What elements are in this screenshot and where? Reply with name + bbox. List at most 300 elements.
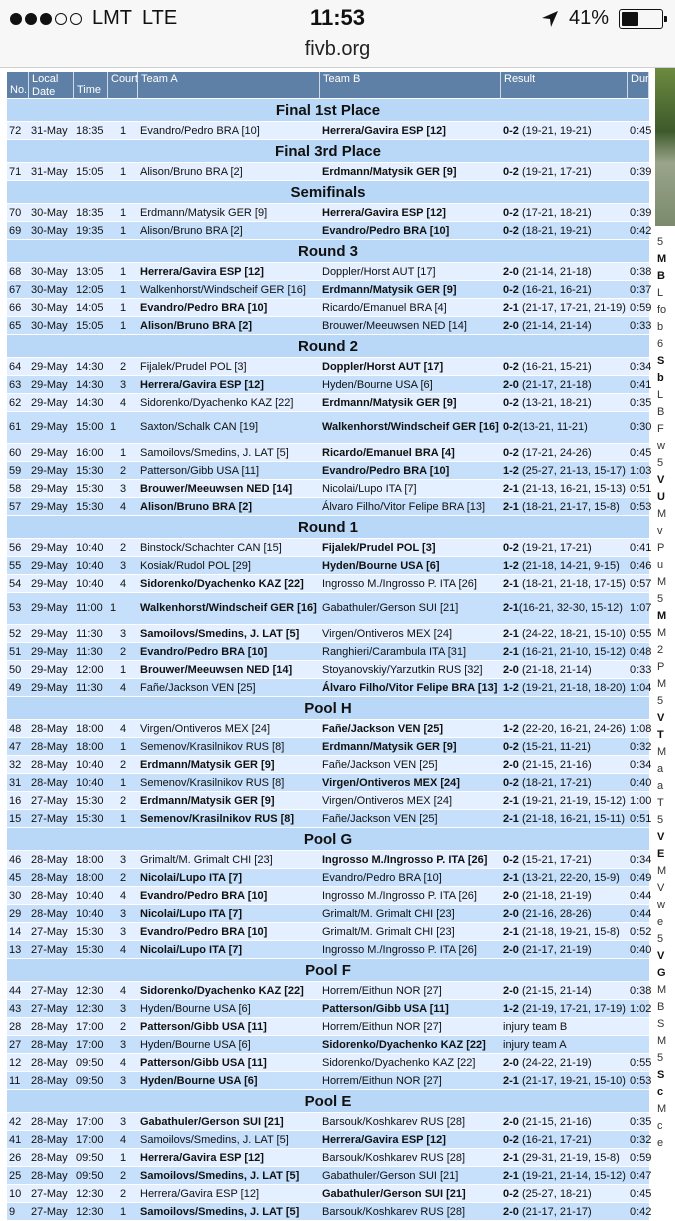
match-row[interactable] (7, 809, 652, 827)
match-number: 45 (9, 872, 22, 884)
team-a: Alison/Bruno BRA [2] (140, 320, 253, 332)
match-duration: 0:49 (630, 872, 652, 884)
match-date: 30-May (31, 207, 68, 219)
news-thumbnail[interactable] (655, 68, 675, 226)
news-fragment[interactable]: M (657, 627, 667, 639)
news-fragment[interactable]: e (657, 1137, 664, 1149)
match-row[interactable] (7, 574, 652, 592)
match-score: 2-0 (503, 379, 519, 391)
news-fragment[interactable]: M (657, 610, 667, 622)
match-duration: 0:32 (630, 1134, 652, 1146)
team-a: Hyden/Bourne USA [6] (140, 1003, 251, 1015)
set-scores: (21-19, 17-21, 17-19) (518, 1003, 626, 1015)
match-date: 28-May (31, 1170, 68, 1182)
match-row[interactable] (7, 1112, 652, 1130)
match-number: 49 (9, 682, 22, 694)
news-fragment[interactable]: E (657, 848, 665, 860)
news-fragment[interactable]: B (657, 270, 665, 282)
news-fragment[interactable]: P (657, 542, 665, 554)
match-row[interactable] (7, 280, 652, 298)
match-time: 16:00 (76, 447, 104, 459)
news-fragment[interactable]: M (657, 576, 667, 588)
match-row[interactable] (7, 773, 652, 791)
news-fragment[interactable]: T (657, 729, 664, 741)
header-court: Court (108, 72, 138, 98)
match-row[interactable] (7, 298, 652, 316)
match-duration: 0:32 (630, 741, 652, 753)
match-number: 55 (9, 560, 22, 572)
news-fragment[interactable]: M (657, 984, 667, 996)
team-b: Erdmann/Matysik GER [9] (322, 284, 457, 296)
match-date: 30-May (31, 320, 68, 332)
match-court: 4 (119, 501, 127, 513)
set-scores: (21-15, 21-14) (518, 985, 592, 997)
news-fragment[interactable]: M (657, 865, 667, 877)
match-court: 1 (119, 777, 127, 789)
match-row[interactable] (7, 719, 652, 737)
match-result (501, 394, 628, 411)
match-duration: 0:39 (630, 166, 652, 178)
team-b: Herrera/Gavira ESP [12] (322, 1134, 446, 1146)
match-row[interactable] (7, 556, 652, 574)
match-row[interactable] (7, 538, 652, 556)
match-time: 15:30 (76, 926, 104, 938)
set-scores: (19-21, 21-18, 18-20) (518, 682, 626, 694)
header-no: No. (7, 72, 29, 98)
match-result (501, 122, 628, 139)
match-row[interactable] (7, 981, 652, 999)
team-a: Erdmann/Matysik GER [9] (140, 795, 275, 807)
team-a: Herrera/Gavira ESP [12] (140, 1188, 260, 1200)
team-b: Ingrosso M./Ingrosso P. ITA [26] (322, 944, 477, 956)
match-row[interactable] (7, 262, 652, 280)
match-time: 14:30 (76, 397, 104, 409)
match-row[interactable] (7, 922, 652, 940)
set-scores: (21-13, 16-21, 15-13) (518, 483, 626, 495)
match-court: 3 (119, 908, 127, 920)
set-scores: (18-21, 21-18, 17-15) (518, 578, 626, 590)
match-row[interactable] (7, 1184, 652, 1202)
match-duration: 0:30 (630, 421, 652, 433)
match-time: 10:40 (76, 542, 104, 554)
match-court: 2 (119, 1170, 127, 1182)
match-date: 28-May (31, 723, 68, 735)
match-row[interactable] (7, 357, 652, 375)
match-court: 2 (119, 646, 127, 658)
match-number: 72 (9, 125, 22, 137)
match-result (501, 982, 628, 999)
match-time: 15:05 (76, 320, 104, 332)
news-fragment[interactable]: M (657, 508, 667, 520)
round-heading: Pool H (7, 696, 649, 719)
news-fragment[interactable]: V (657, 950, 665, 962)
match-score: 2-0 (503, 266, 519, 278)
news-fragment[interactable]: w (657, 899, 665, 911)
news-fragment[interactable]: v (657, 525, 663, 537)
table-body (7, 98, 652, 1220)
team-b: Evandro/Pedro BRA [10] (322, 872, 442, 884)
match-time: 17:00 (76, 1039, 104, 1051)
news-fragment[interactable]: 6 (657, 338, 664, 350)
match-row[interactable] (7, 121, 652, 139)
news-fragment[interactable]: 5 (657, 593, 664, 605)
match-result (501, 851, 628, 868)
news-fragment[interactable]: B (657, 1001, 665, 1013)
match-row[interactable] (7, 1017, 649, 1035)
header-date (29, 72, 74, 98)
match-duration: 0:44 (630, 890, 652, 902)
match-result (501, 575, 628, 592)
news-fragment[interactable]: 5 (657, 457, 664, 469)
match-score: 0-2 (503, 207, 519, 219)
set-scores: (21-18, 21-19) (518, 890, 592, 902)
news-fragment[interactable]: V (657, 882, 665, 894)
match-date: 27-May (31, 1206, 68, 1218)
team-b: Ingrosso M./Ingrosso P. ITA [26] (322, 890, 477, 902)
news-fragment[interactable]: S (657, 1069, 665, 1081)
match-row[interactable] (7, 850, 652, 868)
news-fragment[interactable]: 5 (657, 933, 664, 945)
news-fragment[interactable]: P (657, 661, 665, 673)
match-number: 64 (9, 361, 22, 373)
news-fragment[interactable]: L (657, 389, 664, 401)
team-b: Nicolai/Lupo ITA [7] (322, 483, 417, 495)
match-score: 2-1 (503, 926, 519, 938)
match-court: 4 (119, 890, 127, 902)
match-row[interactable] (7, 642, 652, 660)
team-a: Alison/Bruno BRA [2] (140, 501, 253, 513)
match-result (501, 376, 628, 393)
news-fragment[interactable]: S (657, 1018, 665, 1030)
news-fragment[interactable]: M (657, 1103, 667, 1115)
match-duration: 0:52 (630, 926, 652, 938)
match-court: 3 (119, 854, 127, 866)
match-date: 27-May (31, 1003, 68, 1015)
news-fragment[interactable]: M (657, 253, 667, 265)
address-bar[interactable] (0, 38, 675, 68)
news-fragment[interactable]: 5 (657, 695, 664, 707)
match-time: 09:50 (76, 1075, 104, 1087)
news-fragment[interactable]: 2 (657, 644, 664, 656)
set-scores: (17-21, 18-21) (518, 207, 592, 219)
match-time: 15:05 (76, 166, 104, 178)
match-row[interactable] (7, 411, 652, 443)
match-time: 18:00 (76, 723, 104, 735)
match-court: 4 (119, 578, 127, 590)
match-number: 60 (9, 447, 22, 459)
team-a: Samoilovs/Smedins, J. LAT [5] (140, 628, 300, 640)
match-row[interactable] (7, 886, 652, 904)
match-time: 15:30 (76, 795, 104, 807)
set-scores: (19-21, 21-14, 15-12) (518, 1170, 626, 1182)
set-scores: (21-18, 19-21, 15-8) (518, 926, 620, 938)
match-time: 17:00 (76, 1021, 104, 1033)
news-fragment[interactable]: V (657, 474, 665, 486)
match-time: 12:30 (76, 985, 104, 997)
team-b: Stoyanovskiy/Yarzutkin RUS [32] (322, 664, 483, 676)
news-fragment[interactable]: c (657, 1120, 663, 1132)
match-duration: 0:41 (630, 379, 652, 391)
team-a: Gabathuler/Gerson SUI [21] (140, 1116, 284, 1128)
team-b: Ingrosso M./Ingrosso P. ITA [26] (322, 578, 477, 590)
match-row[interactable] (7, 393, 652, 411)
team-a: Hyden/Bourne USA [6] (140, 1075, 258, 1087)
match-date: 27-May (31, 813, 68, 825)
match-duration: 0:40 (630, 777, 652, 789)
round-heading: Final 1st Place (7, 98, 649, 121)
news-fragment[interactable]: w (657, 440, 665, 452)
match-row[interactable] (7, 999, 652, 1017)
match-row[interactable] (7, 940, 652, 958)
match-row[interactable] (7, 904, 652, 922)
match-number: 15 (9, 813, 22, 825)
match-time: 14:30 (76, 361, 104, 373)
match-row[interactable] (7, 1166, 652, 1184)
match-number: 44 (9, 985, 22, 997)
news-fragment[interactable]: a (657, 763, 664, 775)
news-fragment[interactable]: U (657, 491, 665, 503)
match-row[interactable] (7, 755, 652, 773)
match-row[interactable] (7, 443, 652, 461)
team-a: Patterson/Gibb USA [11] (140, 1057, 267, 1069)
news-fragment[interactable]: G (657, 967, 666, 979)
team-b: Fañe/Jackson VEN [25] (322, 813, 438, 825)
news-fragment[interactable]: u (657, 559, 664, 571)
team-b: Brouwer/Meeuwsen NED [14] (322, 320, 467, 332)
clock: 11:53 (309, 5, 366, 30)
news-fragment[interactable]: b (657, 321, 664, 333)
match-score: 0-2 (503, 741, 519, 753)
match-court: 1 (119, 125, 127, 137)
match-time: 09:50 (76, 1170, 104, 1182)
match-number: 25 (9, 1170, 22, 1182)
match-number: 61 (9, 421, 22, 433)
match-score: 1-2 (503, 1003, 519, 1015)
news-fragment[interactable]: c (657, 1086, 664, 1098)
news-fragment[interactable]: S (657, 355, 665, 367)
match-number: 71 (9, 166, 22, 178)
match-date: 28-May (31, 759, 68, 771)
set-scores: (19-21, 21-19, 15-12) (518, 795, 626, 807)
match-duration: 0:47 (630, 1170, 652, 1182)
match-date: 28-May (31, 872, 68, 884)
match-row[interactable] (7, 479, 652, 497)
match-number: 42 (9, 1116, 22, 1128)
team-b: Virgen/Ontiveros MEX [24] (322, 777, 460, 789)
match-duration: 0:34 (630, 759, 652, 771)
news-fragment[interactable]: T (657, 797, 664, 809)
status-right (541, 7, 663, 30)
news-fragment[interactable]: fo (657, 304, 667, 316)
match-court: 3 (119, 628, 127, 640)
match-row[interactable] (7, 868, 652, 886)
match-score: 1-2 (503, 682, 519, 694)
team-b: Erdmann/Matysik GER [9] (322, 397, 457, 409)
header-team-b: Team B (320, 72, 501, 98)
match-row[interactable] (7, 203, 652, 221)
set-scores: (13-21, 11-21) (518, 421, 588, 433)
set-scores: (29-31, 21-19, 15-8) (518, 1152, 620, 1164)
match-time: 10:40 (76, 578, 104, 590)
match-court: 3 (119, 1039, 127, 1051)
match-date: 28-May (31, 1134, 68, 1146)
match-score: 2-0 (503, 985, 519, 997)
match-result (501, 299, 628, 316)
match-court: 1 (119, 447, 127, 459)
set-scores: (25-27, 18-21) (518, 1188, 592, 1200)
match-result (501, 444, 628, 461)
news-fragment[interactable]: a (657, 780, 664, 792)
match-duration: 0:33 (630, 320, 652, 332)
round-heading: Pool E (7, 1089, 649, 1112)
news-fragment[interactable]: 5 (657, 814, 664, 826)
match-score: 2-0 (503, 944, 519, 956)
match-number: 59 (9, 465, 22, 477)
team-a: Hyden/Bourne USA [6] (140, 1039, 251, 1051)
news-fragment[interactable]: b (657, 372, 664, 384)
match-number: 57 (9, 501, 22, 513)
match-duration: 0:59 (630, 302, 652, 314)
match-time: 18:00 (76, 741, 104, 753)
match-duration: 1:07 (630, 602, 652, 614)
match-score: 2-1 (503, 872, 519, 884)
news-fragment[interactable]: F (657, 423, 664, 435)
match-number: 14 (9, 926, 22, 938)
match-number: 43 (9, 1003, 22, 1015)
status-bar (0, 0, 675, 38)
match-score: 0-2 (503, 284, 519, 296)
match-row[interactable] (7, 1053, 652, 1071)
match-court: 1 (119, 813, 127, 825)
team-a: Nicolai/Lupo ITA [7] (140, 908, 243, 920)
news-fragment[interactable]: 5 (657, 236, 664, 248)
match-court: 1 (119, 225, 127, 237)
match-row[interactable] (7, 624, 652, 642)
match-time: 15:30 (76, 813, 104, 825)
news-fragment[interactable]: M (657, 746, 667, 758)
match-result (501, 358, 628, 375)
match-duration: 0:57 (630, 578, 652, 590)
match-court: 2 (119, 759, 127, 771)
match-row[interactable] (7, 737, 652, 755)
news-fragment[interactable]: e (657, 916, 664, 928)
set-scores: (21-15, 21-16) (518, 759, 592, 771)
match-score: 1-2 (503, 560, 519, 572)
team-b: Barsouk/Koshkarev RUS [28] (322, 1116, 466, 1128)
match-number: 11 (9, 1075, 21, 1087)
match-score: 0-2 (503, 166, 519, 178)
match-result (501, 539, 628, 556)
match-date: 29-May (31, 379, 68, 391)
match-result (501, 625, 628, 642)
match-result (501, 480, 628, 497)
match-row[interactable] (7, 375, 652, 393)
news-fragment[interactable]: V (657, 831, 665, 843)
match-row[interactable] (7, 1202, 652, 1220)
match-score: 2-0 (503, 1206, 519, 1218)
match-row[interactable] (7, 497, 652, 515)
match-court: 2 (119, 1021, 127, 1033)
match-score: 2-0 (503, 1116, 519, 1128)
match-row[interactable] (7, 660, 652, 678)
match-result (501, 593, 628, 624)
match-number: 13 (9, 944, 22, 956)
match-result (501, 774, 628, 791)
match-row[interactable] (7, 592, 652, 624)
match-result (501, 498, 628, 515)
news-fragment[interactable]: M (657, 1035, 667, 1047)
match-time: 13:05 (76, 266, 104, 278)
match-row[interactable] (7, 678, 652, 696)
team-a: Herrera/Gavira ESP [12] (140, 1152, 264, 1164)
match-result (501, 1167, 628, 1184)
match-row[interactable] (7, 1071, 652, 1089)
news-fragment[interactable]: 5 (657, 1052, 664, 1064)
team-a: Nicolai/Lupo ITA [7] (140, 944, 243, 956)
match-duration: 0:38 (630, 985, 652, 997)
news-fragment[interactable]: M (657, 678, 667, 690)
match-date: 27-May (31, 795, 68, 807)
match-number: 26 (9, 1152, 22, 1164)
match-date: 28-May (31, 854, 68, 866)
match-duration: 0:45 (630, 447, 652, 459)
news-fragment[interactable]: V (657, 712, 665, 724)
match-result (501, 1000, 628, 1017)
match-row[interactable] (7, 1130, 652, 1148)
team-b: Herrera/Gavira ESP [12] (322, 125, 446, 137)
team-b: Erdmann/Matysik GER [9] (322, 741, 457, 753)
match-result (501, 810, 628, 827)
table-header (7, 72, 652, 98)
match-date: 28-May (31, 1152, 68, 1164)
match-row[interactable] (7, 1148, 652, 1166)
match-date: 29-May (31, 602, 68, 614)
match-row[interactable] (7, 316, 652, 334)
match-date: 29-May (31, 560, 68, 572)
page-content (0, 68, 675, 1218)
match-court: 1 (110, 421, 117, 433)
match-row[interactable] (7, 221, 652, 239)
match-time: 09:50 (76, 1057, 104, 1069)
match-result: injury team B (503, 1021, 568, 1033)
set-scores: (17-21, 24-26) (518, 447, 592, 459)
team-a: Evandro/Pedro BRA [10] (140, 646, 268, 658)
match-row[interactable] (7, 461, 652, 479)
match-date: 31-May (31, 166, 68, 178)
round-heading: Semifinals (7, 180, 649, 203)
team-a: Semenov/Krasilnikov RUS [8] (140, 741, 285, 753)
news-fragment[interactable]: B (657, 406, 665, 418)
round-heading: Pool F (7, 958, 649, 981)
team-b: Ricardo/Emanuel BRA [4] (322, 302, 447, 314)
match-court: 1 (119, 664, 127, 676)
team-b: Doppler/Horst AUT [17] (322, 361, 444, 373)
match-score: 2-1 (503, 578, 519, 590)
match-court: 4 (119, 1057, 127, 1069)
match-date: 28-May (31, 890, 68, 902)
match-row[interactable] (7, 1035, 649, 1053)
news-fragment[interactable]: L (657, 287, 664, 299)
match-time: 17:00 (76, 1134, 104, 1146)
match-row[interactable] (7, 162, 652, 180)
match-result (501, 1072, 628, 1089)
match-court: 2 (119, 361, 127, 373)
match-time: 12:30 (76, 1188, 104, 1200)
match-number: 30 (9, 890, 22, 902)
match-row[interactable] (7, 791, 652, 809)
match-number: 50 (9, 664, 22, 676)
match-number: 46 (9, 854, 22, 866)
